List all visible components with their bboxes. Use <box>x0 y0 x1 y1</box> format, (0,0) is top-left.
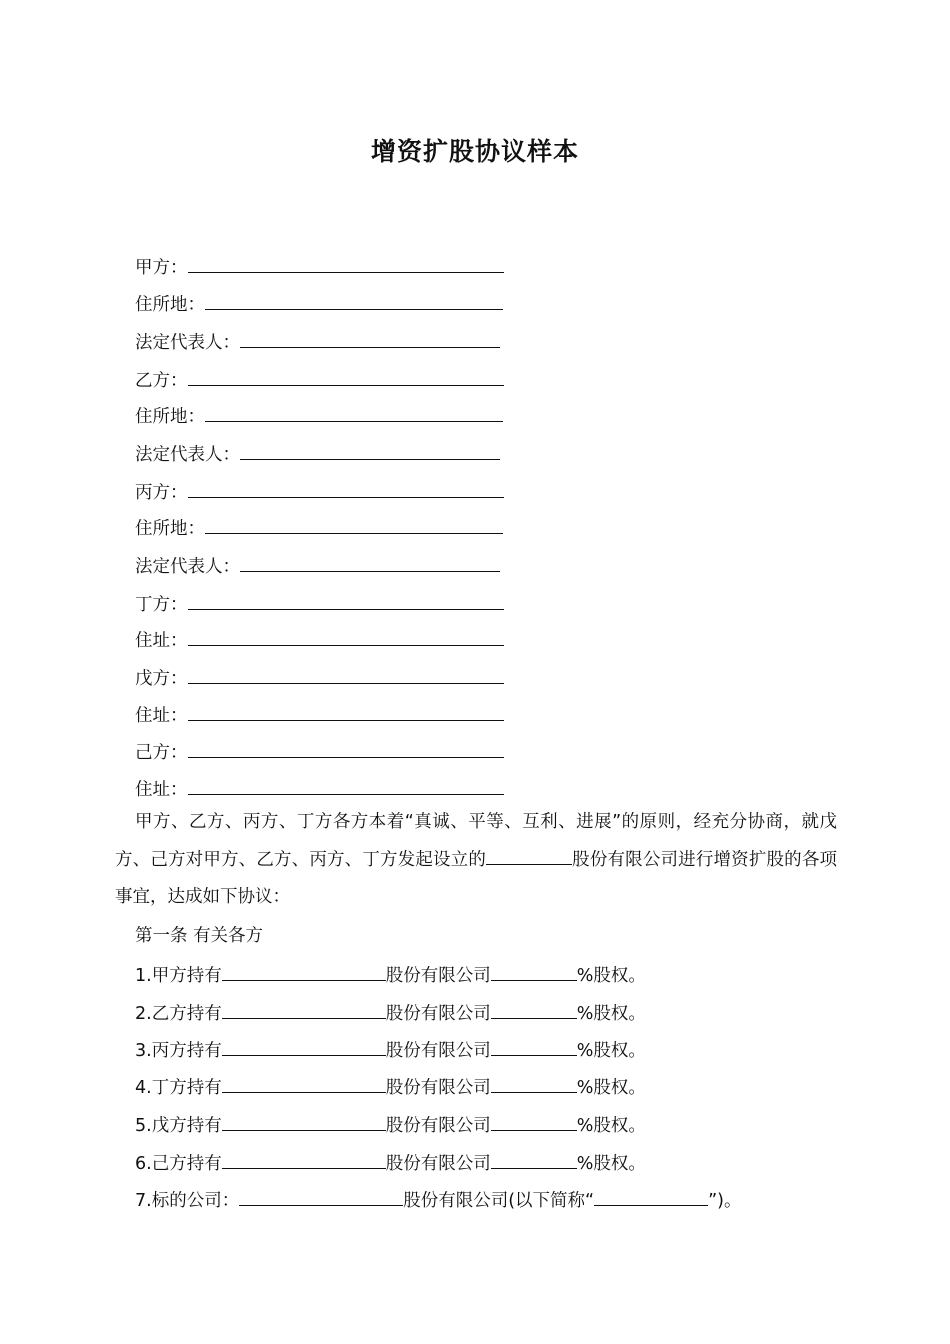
holding-mid: 股份有限公司 <box>385 1041 491 1061</box>
party-line-jia <box>135 251 504 277</box>
fill-blank[interactable] <box>240 550 500 572</box>
party-line-ji <box>135 736 504 762</box>
fill-blank[interactable] <box>188 476 504 498</box>
percent-blank[interactable] <box>491 1034 577 1056</box>
fill-blank[interactable] <box>205 512 503 534</box>
fill-blank[interactable] <box>205 400 503 422</box>
short-name-blank[interactable] <box>594 1184 708 1206</box>
party-label: 住所地： <box>135 295 205 315</box>
holding-suffix: %股权。 <box>576 966 646 986</box>
party-line-wu <box>135 662 504 688</box>
party-label: 法定代表人： <box>135 333 240 353</box>
party-address-line <box>135 624 504 650</box>
target-prefix: 7.标的公司： <box>135 1191 240 1211</box>
percent-blank[interactable] <box>491 1147 577 1169</box>
article-heading: 第一条 有关各方 <box>135 926 264 946</box>
holding-mid: 股份有限公司 <box>385 966 491 986</box>
holding-prefix: 6.己方持有 <box>135 1154 222 1174</box>
party-label: 住所地： <box>135 519 205 539</box>
holding-line <box>135 1147 646 1173</box>
holding-suffix: %股权。 <box>576 1004 646 1024</box>
percent-blank[interactable] <box>491 997 577 1019</box>
holding-line <box>135 1071 646 1097</box>
party-address-line <box>135 512 503 538</box>
party-label: 丙方： <box>135 483 188 503</box>
party-label: 住址： <box>135 631 188 651</box>
company-blank[interactable] <box>239 1184 403 1206</box>
holding-mid: 股份有限公司 <box>385 1154 491 1174</box>
party-address-line <box>135 773 504 799</box>
preamble-text: 股份有限公司进行增资扩股的各项事宜，达成如下协议： <box>115 849 837 907</box>
percent-blank[interactable] <box>491 1109 577 1131</box>
fill-blank[interactable] <box>205 288 503 310</box>
holding-suffix: %股权。 <box>576 1116 646 1136</box>
percent-blank[interactable] <box>491 1071 577 1093</box>
fill-blank[interactable] <box>188 624 504 646</box>
fill-blank[interactable] <box>240 326 500 348</box>
company-blank[interactable] <box>222 1034 386 1056</box>
party-label: 住所地： <box>135 407 205 427</box>
party-label: 戊方： <box>135 669 188 689</box>
holding-suffix: %股权。 <box>576 1078 646 1098</box>
fill-blank[interactable] <box>188 588 504 610</box>
holding-suffix: %股权。 <box>576 1154 646 1174</box>
holding-line <box>135 1034 646 1060</box>
company-blank[interactable] <box>222 1071 386 1093</box>
target-company-line <box>135 1184 742 1210</box>
fill-blank[interactable] <box>188 251 504 273</box>
party-representative-line <box>135 438 500 464</box>
company-blank[interactable] <box>222 997 386 1019</box>
preamble-paragraph <box>115 804 837 917</box>
target-suffix: ”)。 <box>708 1191 742 1211</box>
company-name-blank[interactable] <box>486 844 572 865</box>
fill-blank[interactable] <box>188 773 504 795</box>
company-blank[interactable] <box>222 1109 386 1131</box>
company-blank[interactable] <box>222 1147 386 1169</box>
fill-blank[interactable] <box>188 699 504 721</box>
holding-mid: 股份有限公司 <box>385 1116 491 1136</box>
holding-prefix: 2.乙方持有 <box>135 1004 222 1024</box>
holding-line <box>135 959 646 985</box>
party-label: 法定代表人： <box>135 557 240 577</box>
holding-prefix: 5.戊方持有 <box>135 1116 222 1136</box>
party-label: 住址： <box>135 780 188 800</box>
fill-blank[interactable] <box>188 364 504 386</box>
party-line-yi <box>135 364 504 390</box>
party-representative-line <box>135 550 500 576</box>
party-address-line <box>135 288 503 314</box>
party-line-ding <box>135 588 504 614</box>
percent-blank[interactable] <box>491 959 577 981</box>
party-label: 法定代表人： <box>135 445 240 465</box>
holding-mid: 股份有限公司 <box>385 1004 491 1024</box>
holding-line <box>135 1109 646 1135</box>
party-line-bing <box>135 476 504 502</box>
company-blank[interactable] <box>222 959 386 981</box>
holding-line <box>135 997 646 1023</box>
party-label: 丁方： <box>135 595 188 615</box>
holding-suffix: %股权。 <box>576 1041 646 1061</box>
target-mid: 股份有限公司(以下简称“ <box>403 1191 595 1211</box>
holding-prefix: 1.甲方持有 <box>135 966 222 986</box>
party-address-line <box>135 699 504 725</box>
holding-prefix: 3.丙方持有 <box>135 1041 222 1061</box>
party-label: 己方： <box>135 743 188 763</box>
preamble-text: 甲方、乙方、丙方、丁方各方本着“真诚、平等、互利、进展”的原则，经充分协商，就戊方、己方对甲方、乙方、丙方、丁方发起设立的 <box>115 812 837 870</box>
holding-mid: 股份有限公司 <box>385 1078 491 1098</box>
party-label: 乙方： <box>135 371 188 391</box>
party-representative-line <box>135 326 500 352</box>
party-address-line <box>135 400 503 426</box>
fill-blank[interactable] <box>188 662 504 684</box>
fill-blank[interactable] <box>240 438 500 460</box>
holding-prefix: 4.丁方持有 <box>135 1078 222 1098</box>
party-label: 住址： <box>135 706 188 726</box>
party-label: 甲方： <box>135 258 188 278</box>
fill-blank[interactable] <box>188 736 504 758</box>
document-title: 增资扩股协议样本 <box>370 137 579 166</box>
